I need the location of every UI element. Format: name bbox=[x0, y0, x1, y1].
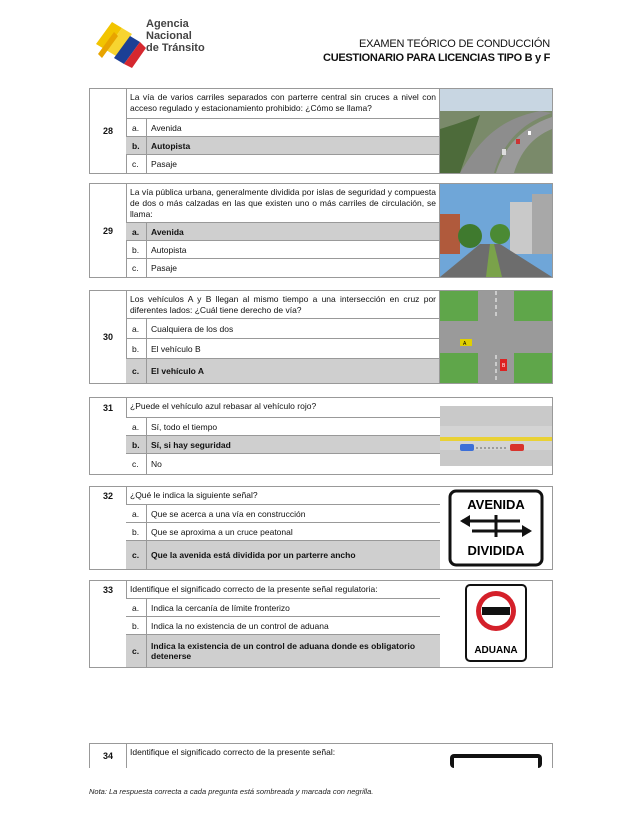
svg-text:ADUANA: ADUANA bbox=[474, 645, 518, 656]
question-text: Los vehículos A y B llegan al mismo tiempo a una intersección en cruz por diferentes lados: ¿Cuál tiene derecho de vía? bbox=[126, 291, 440, 319]
option-a: a. Avenida bbox=[126, 119, 440, 137]
question-number: 28 bbox=[90, 89, 127, 173]
partial-sign bbox=[440, 744, 552, 768]
option-b: b. Autopista bbox=[126, 241, 440, 259]
question-number: 29 bbox=[90, 184, 127, 277]
question-text: ¿Qué le indica la siguiente señal? bbox=[126, 487, 440, 505]
option-c-correct: c. Indica la existencia de un control de aduana donde es obligatorio detenerse bbox=[126, 635, 440, 667]
option-b: b. El vehículo B bbox=[126, 339, 440, 359]
question-number: 30 bbox=[90, 291, 127, 383]
question-number: 34 bbox=[90, 744, 127, 768]
intersection-diagram bbox=[439, 291, 552, 383]
question-33 bbox=[89, 580, 553, 668]
option-b-correct: b. Sí, si hay seguridad bbox=[126, 436, 440, 454]
svg-text:A: A bbox=[463, 341, 467, 347]
question-number: 32 bbox=[90, 487, 127, 505]
svg-text:DIVIDIDA: DIVIDIDA bbox=[467, 543, 525, 558]
question-31 bbox=[89, 397, 553, 475]
question-text: Identifique el significado correcto de la presente señal: bbox=[130, 747, 336, 757]
question-text: La vía pública urbana, generalmente dividida por islas de seguridad y compuesta de dos o más calzadas en las que existen uno o más carriles de circulación, se llama: bbox=[126, 184, 440, 223]
question-30 bbox=[89, 290, 553, 384]
svg-text:AVENIDA: AVENIDA bbox=[467, 497, 525, 512]
option-a: a. Cualquiera de los dos bbox=[126, 319, 440, 339]
exam-title: EXAMEN TEÓRICO DE CONDUCCIÓN bbox=[359, 38, 550, 50]
questionnaire-title: CUESTIONARIO PARA LICENCIAS TIPO B y F bbox=[323, 52, 550, 64]
option-c-correct: c. Que la avenida está dividida por un parterre ancho bbox=[126, 541, 440, 569]
footer-note: Nota: La respuesta correcta a cada pregunta está sombreada y marcada con negrilla. bbox=[89, 787, 374, 796]
highway-photo bbox=[439, 89, 552, 173]
option-b-correct: b. Autopista bbox=[126, 137, 440, 155]
option-c: c. Pasaje bbox=[126, 259, 440, 277]
question-text: La vía de varios carriles separados con parterre central sin cruces a nivel con acceso regulado y estacionamiento prohibido: ¿Cómo se llama? bbox=[126, 89, 440, 119]
agency-name: Agencia Nacional de Tránsito bbox=[146, 18, 205, 54]
question-text: Identifique el significado correcto de la presente señal regulatoria: bbox=[126, 581, 440, 599]
option-a-correct: a. Avenida bbox=[126, 223, 440, 241]
question-28 bbox=[89, 88, 553, 174]
svg-text:B: B bbox=[502, 363, 506, 369]
option-c: c. Pasaje bbox=[126, 155, 440, 173]
option-a: a. Indica la cercanía de límite fronterizo bbox=[126, 599, 440, 617]
option-b: b. Que se aproxima a un cruce peatonal bbox=[126, 523, 440, 541]
option-a: a. Sí, todo el tiempo bbox=[126, 418, 440, 436]
customs-sign bbox=[440, 581, 552, 667]
option-a: a. Que se acerca a una vía en construcción bbox=[126, 505, 440, 523]
question-34 bbox=[89, 743, 553, 768]
option-c-correct: c. El vehículo A bbox=[126, 359, 440, 383]
question-text: ¿Puede el vehículo azul rebasar al vehículo rojo? bbox=[126, 398, 440, 418]
question-29 bbox=[89, 183, 553, 278]
question-number: 31 bbox=[90, 398, 127, 418]
overtaking-diagram bbox=[440, 406, 552, 466]
question-number: 33 bbox=[90, 581, 127, 599]
avenue-photo bbox=[439, 184, 552, 277]
option-c: c. No bbox=[126, 454, 440, 474]
question-32 bbox=[89, 486, 553, 570]
divided-avenue-sign bbox=[440, 487, 552, 569]
option-b: b. Indica la no existencia de un control de aduana bbox=[126, 617, 440, 635]
